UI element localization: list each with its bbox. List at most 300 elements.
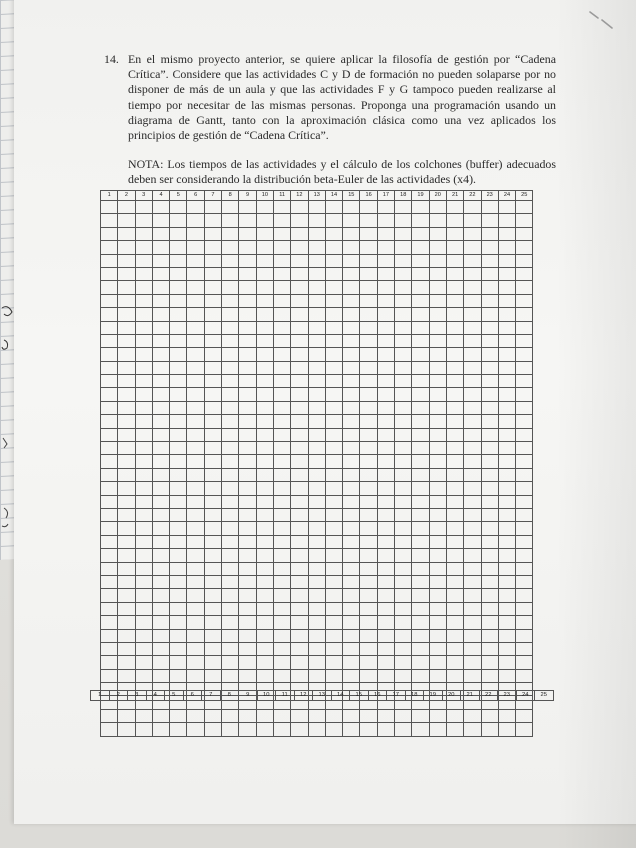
grid-cell xyxy=(325,709,342,722)
grid-cell xyxy=(101,455,118,468)
grid-cell xyxy=(222,468,239,481)
grid-cell xyxy=(101,375,118,388)
grid-cell xyxy=(412,669,429,682)
grid-cell xyxy=(481,267,498,280)
grid-cell xyxy=(377,415,394,428)
grid-cell xyxy=(170,669,187,682)
grid-cell xyxy=(446,281,463,294)
grid-cell xyxy=(204,549,221,562)
grid-cell xyxy=(152,415,169,428)
grid-cell xyxy=(516,321,533,334)
grid-cell xyxy=(395,254,412,267)
grid-cell xyxy=(395,629,412,642)
grid-cell xyxy=(343,214,360,227)
grid-cell xyxy=(239,428,256,441)
grid-cell xyxy=(412,401,429,414)
grid-cell xyxy=(118,522,135,535)
grid-cell xyxy=(222,575,239,588)
grid-cell xyxy=(222,629,239,642)
grid-cell xyxy=(239,495,256,508)
grid-cell xyxy=(152,508,169,521)
grid-cell xyxy=(395,549,412,562)
grid-cell xyxy=(412,267,429,280)
grid-cell xyxy=(395,348,412,361)
grid-cell xyxy=(308,254,325,267)
grid-cell xyxy=(308,227,325,240)
grid-cell xyxy=(256,281,273,294)
grid-cell xyxy=(498,482,515,495)
grid-cell xyxy=(118,723,135,736)
grid-cell xyxy=(222,294,239,307)
grid-row xyxy=(101,442,533,455)
grid-cell xyxy=(204,589,221,602)
grid-cell xyxy=(343,508,360,521)
grid-cell xyxy=(498,201,515,214)
grid-column-number: 17 xyxy=(377,191,394,201)
grid-cell xyxy=(395,308,412,321)
grid-cell xyxy=(377,361,394,374)
grid-cell xyxy=(429,388,446,401)
grid-cell xyxy=(325,629,342,642)
grid-cell xyxy=(446,241,463,254)
grid-cell xyxy=(464,468,481,481)
grid-cell xyxy=(273,401,290,414)
grid-cell xyxy=(239,535,256,548)
grid-cell xyxy=(170,267,187,280)
grid-cell xyxy=(464,348,481,361)
grid-cell xyxy=(222,321,239,334)
grid-cell xyxy=(412,388,429,401)
grid-cell xyxy=(481,428,498,441)
grid-column-number: 7 xyxy=(204,191,221,201)
grid-cell xyxy=(481,642,498,655)
grid-cell xyxy=(481,575,498,588)
grid-cell xyxy=(377,227,394,240)
grid-cell xyxy=(412,602,429,615)
grid-cell xyxy=(152,656,169,669)
grid-cell xyxy=(516,442,533,455)
grid-cell xyxy=(170,227,187,240)
grid-cell xyxy=(481,321,498,334)
grid-cell xyxy=(360,562,377,575)
grid-cell xyxy=(152,549,169,562)
grid-cell xyxy=(464,575,481,588)
grid-cell xyxy=(291,669,308,682)
grid-cell xyxy=(481,361,498,374)
grid-cell xyxy=(222,442,239,455)
grid-cell xyxy=(135,575,152,588)
grid-cell xyxy=(412,415,429,428)
grid-cell xyxy=(343,629,360,642)
grid-cell xyxy=(291,281,308,294)
grid-cell xyxy=(429,415,446,428)
grid-cell xyxy=(464,428,481,441)
grid-cell xyxy=(101,629,118,642)
grid-cell xyxy=(118,575,135,588)
grid-cell xyxy=(516,388,533,401)
grid-cell xyxy=(412,214,429,227)
grid-cell xyxy=(429,535,446,548)
grid-cell xyxy=(377,201,394,214)
grid-cell xyxy=(135,723,152,736)
grid-cell xyxy=(187,508,204,521)
grid-cell xyxy=(377,629,394,642)
grid-cell xyxy=(412,495,429,508)
grid-cell xyxy=(239,589,256,602)
grid-cell xyxy=(152,482,169,495)
grid-cell xyxy=(446,361,463,374)
grid-cell xyxy=(222,254,239,267)
grid-cell xyxy=(343,415,360,428)
grid-cell xyxy=(256,522,273,535)
grid-cell xyxy=(412,535,429,548)
grid-cell xyxy=(498,415,515,428)
grid-cell xyxy=(360,629,377,642)
grid-cell xyxy=(204,629,221,642)
grid-cell xyxy=(343,482,360,495)
grid-cell xyxy=(446,575,463,588)
grid-cell xyxy=(377,267,394,280)
grid-cell xyxy=(308,201,325,214)
grid-cell xyxy=(101,616,118,629)
grid-cell xyxy=(516,562,533,575)
grid-cell xyxy=(187,428,204,441)
grid-cell xyxy=(135,709,152,722)
grid-cell xyxy=(412,575,429,588)
grid-cell xyxy=(446,669,463,682)
grid-cell xyxy=(118,254,135,267)
grid-column-number: 8 xyxy=(222,191,239,201)
grid-cell xyxy=(464,281,481,294)
grid-cell xyxy=(325,294,342,307)
grid-cell xyxy=(256,375,273,388)
grid-cell xyxy=(446,214,463,227)
grid-cell xyxy=(498,642,515,655)
grid-cell xyxy=(291,415,308,428)
grid-cell xyxy=(395,227,412,240)
grid-cell xyxy=(273,669,290,682)
grid-cell xyxy=(446,201,463,214)
grid-cell xyxy=(360,535,377,548)
grid-cell xyxy=(291,535,308,548)
grid-cell xyxy=(343,401,360,414)
grid-cell xyxy=(412,455,429,468)
grid-cell xyxy=(429,616,446,629)
grid-cell xyxy=(273,214,290,227)
grid-cell xyxy=(135,562,152,575)
grid-cell xyxy=(256,361,273,374)
grid-cell xyxy=(256,629,273,642)
grid-cell xyxy=(152,616,169,629)
grid-cell xyxy=(204,294,221,307)
grid-cell xyxy=(118,201,135,214)
grid-cell xyxy=(412,562,429,575)
grid-cell xyxy=(170,468,187,481)
grid-cell xyxy=(135,348,152,361)
grid-cell xyxy=(464,254,481,267)
grid-cell xyxy=(239,214,256,227)
grid-cell xyxy=(395,495,412,508)
grid-cell xyxy=(377,535,394,548)
bottom-column-number: 13 xyxy=(313,691,332,701)
grid-cell xyxy=(204,642,221,655)
grid-cell xyxy=(204,254,221,267)
grid-row xyxy=(101,723,533,736)
grid-cell xyxy=(187,415,204,428)
grid-cell xyxy=(291,589,308,602)
grid-cell xyxy=(325,388,342,401)
grid-cell xyxy=(395,508,412,521)
grid-cell xyxy=(222,348,239,361)
grid-row xyxy=(101,334,533,347)
grid-row xyxy=(101,482,533,495)
grid-cell xyxy=(291,575,308,588)
grid-cell xyxy=(291,388,308,401)
grid-cell xyxy=(118,348,135,361)
grid-cell xyxy=(135,616,152,629)
grid-cell xyxy=(118,321,135,334)
grid-cell xyxy=(256,401,273,414)
grid-cell xyxy=(187,468,204,481)
grid-cell xyxy=(446,562,463,575)
grid-cell xyxy=(291,629,308,642)
grid-cell xyxy=(395,616,412,629)
grid-cell xyxy=(308,415,325,428)
grid-cell xyxy=(118,562,135,575)
grid-cell xyxy=(170,522,187,535)
grid-cell xyxy=(325,201,342,214)
grid-cell xyxy=(291,334,308,347)
grid-cell xyxy=(498,549,515,562)
grid-cell xyxy=(239,629,256,642)
grid-cell xyxy=(101,308,118,321)
grid-cell xyxy=(170,602,187,615)
grid-cell xyxy=(464,522,481,535)
grid-cell xyxy=(516,334,533,347)
bottom-scale-row xyxy=(91,691,554,701)
grid-cell xyxy=(464,616,481,629)
grid-cell xyxy=(516,616,533,629)
grid-cell xyxy=(325,495,342,508)
bottom-column-number: 15 xyxy=(350,691,369,701)
grid-row xyxy=(101,522,533,535)
grid-cell xyxy=(273,508,290,521)
grid-cell xyxy=(481,468,498,481)
grid-cell xyxy=(446,428,463,441)
bottom-column-number: 22 xyxy=(479,691,498,701)
grid-cell xyxy=(170,508,187,521)
grid-cell xyxy=(412,254,429,267)
grid-cell xyxy=(239,656,256,669)
grid-cell xyxy=(204,442,221,455)
grid-cell xyxy=(516,522,533,535)
grid-column-number: 15 xyxy=(343,191,360,201)
grid-cell xyxy=(239,562,256,575)
grid-row xyxy=(101,267,533,280)
grid-cell xyxy=(273,575,290,588)
grid-cell xyxy=(464,495,481,508)
grid-cell xyxy=(377,401,394,414)
grid-cell xyxy=(135,656,152,669)
grid-cell xyxy=(446,642,463,655)
grid-cell xyxy=(516,415,533,428)
grid-cell xyxy=(481,281,498,294)
grid-cell xyxy=(273,549,290,562)
grid-cell xyxy=(481,549,498,562)
grid-cell xyxy=(152,629,169,642)
question-number: 14. xyxy=(104,52,119,66)
grid-cell xyxy=(204,334,221,347)
grid-cell xyxy=(152,348,169,361)
grid-cell xyxy=(152,442,169,455)
grid-cell xyxy=(170,549,187,562)
gantt-bottom-scale-table xyxy=(90,690,554,701)
grid-cell xyxy=(343,575,360,588)
grid-cell xyxy=(360,508,377,521)
grid-cell xyxy=(256,669,273,682)
grid-cell xyxy=(273,321,290,334)
grid-cell xyxy=(204,415,221,428)
grid-cell xyxy=(187,575,204,588)
grid-cell xyxy=(239,508,256,521)
grid-cell xyxy=(204,375,221,388)
grid-cell xyxy=(187,321,204,334)
grid-cell xyxy=(118,709,135,722)
grid-cell xyxy=(256,415,273,428)
grid-cell xyxy=(516,709,533,722)
grid-cell xyxy=(412,616,429,629)
grid-cell xyxy=(291,455,308,468)
grid-column-number: 12 xyxy=(291,191,308,201)
grid-cell xyxy=(446,294,463,307)
grid-cell xyxy=(464,308,481,321)
grid-cell xyxy=(360,495,377,508)
grid-cell xyxy=(395,455,412,468)
grid-cell xyxy=(516,589,533,602)
grid-cell xyxy=(325,361,342,374)
grid-cell xyxy=(152,254,169,267)
grid-cell xyxy=(291,482,308,495)
grid-cell xyxy=(222,723,239,736)
grid-cell xyxy=(498,388,515,401)
grid-cell xyxy=(135,669,152,682)
grid-row xyxy=(101,361,533,374)
grid-cell xyxy=(429,669,446,682)
grid-cell xyxy=(101,294,118,307)
grid-cell xyxy=(412,375,429,388)
question-text: En el mismo proyecto anterior, se quiere aplicar la filosofía de gestión por “Cadena Crítica”. Considere que las actividades C y D de formación no pueden solaparse por no disponer de más de un aula y que las actividades F y G tampoco pueden realizarse al tiempo por necesitar de las mismas personas. Proponga una programación usando un diagrama de Gantt, tanto con la aproximación clásica como una vez aplicados los principios de gestión de “Cadena Crítica”. xyxy=(128,52,556,143)
grid-cell xyxy=(429,482,446,495)
grid-cell xyxy=(118,401,135,414)
grid-cell xyxy=(429,254,446,267)
grid-cell xyxy=(325,562,342,575)
grid-cell xyxy=(187,294,204,307)
grid-cell xyxy=(152,455,169,468)
grid-cell xyxy=(516,201,533,214)
grid-cell xyxy=(308,375,325,388)
grid-cell xyxy=(360,522,377,535)
grid-cell xyxy=(395,214,412,227)
grid-cell xyxy=(256,482,273,495)
grid-cell xyxy=(395,334,412,347)
grid-cell xyxy=(152,669,169,682)
grid-cell xyxy=(152,201,169,214)
grid-row xyxy=(101,227,533,240)
grid-cell xyxy=(222,388,239,401)
grid-cell xyxy=(222,508,239,521)
grid-cell xyxy=(273,294,290,307)
grid-cell xyxy=(170,334,187,347)
grid-cell xyxy=(446,468,463,481)
grid-cell xyxy=(256,549,273,562)
grid-cell xyxy=(516,308,533,321)
grid-cell xyxy=(152,214,169,227)
grid-cell xyxy=(498,401,515,414)
grid-cell xyxy=(135,321,152,334)
grid-cell xyxy=(187,562,204,575)
grid-cell xyxy=(170,495,187,508)
grid-cell xyxy=(360,214,377,227)
grid-row xyxy=(101,241,533,254)
grid-cell xyxy=(152,522,169,535)
grid-cell xyxy=(291,308,308,321)
grid-cell xyxy=(446,616,463,629)
grid-cell xyxy=(412,723,429,736)
grid-cell xyxy=(412,549,429,562)
grid-cell xyxy=(343,468,360,481)
grid-cell xyxy=(222,214,239,227)
grid-cell xyxy=(481,522,498,535)
grid-cell xyxy=(170,388,187,401)
grid-cell xyxy=(429,361,446,374)
grid-cell xyxy=(429,602,446,615)
grid-cell xyxy=(204,348,221,361)
grid-cell xyxy=(152,281,169,294)
grid-cell xyxy=(343,616,360,629)
grid-column-number: 10 xyxy=(256,191,273,201)
grid-cell xyxy=(325,415,342,428)
grid-cell xyxy=(498,428,515,441)
grid-cell xyxy=(135,214,152,227)
grid-cell xyxy=(498,241,515,254)
grid-cell xyxy=(118,629,135,642)
grid-cell xyxy=(187,388,204,401)
grid-cell xyxy=(446,267,463,280)
grid-cell xyxy=(429,656,446,669)
grid-cell xyxy=(498,294,515,307)
grid-cell xyxy=(516,241,533,254)
grid-cell xyxy=(135,442,152,455)
grid-cell xyxy=(101,361,118,374)
grid-cell xyxy=(118,227,135,240)
grid-cell xyxy=(256,602,273,615)
grid-cell xyxy=(239,723,256,736)
grid-cell xyxy=(498,508,515,521)
bottom-column-number: 19 xyxy=(424,691,443,701)
grid-cell xyxy=(308,334,325,347)
grid-cell xyxy=(152,308,169,321)
grid-row xyxy=(101,575,533,588)
grid-cell xyxy=(516,401,533,414)
grid-cell xyxy=(377,375,394,388)
grid-cell xyxy=(273,589,290,602)
grid-cell xyxy=(239,241,256,254)
grid-cell xyxy=(291,321,308,334)
grid-cell xyxy=(187,642,204,655)
grid-cell xyxy=(291,201,308,214)
grid-cell xyxy=(360,482,377,495)
grid-cell xyxy=(222,495,239,508)
